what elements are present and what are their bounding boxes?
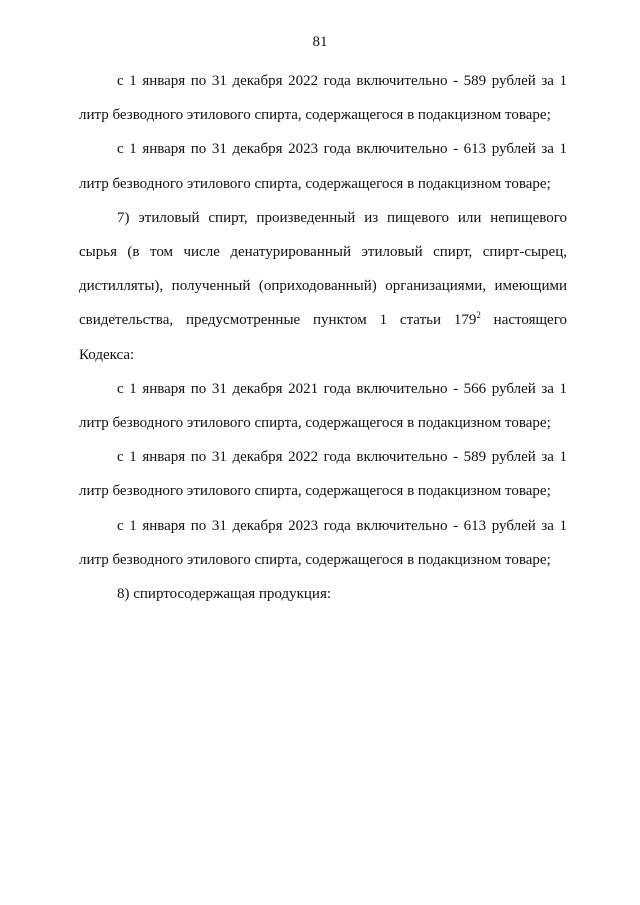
paragraph-item-7-text: 7) этиловый спирт, произведенный из пищевого или непищевого сырья (в том числе денатурированный этиловый спирт, спирт-сырец, дистилляты), полученный (оприходованный) организациями, имеющими свидетельства, предусмотренные пунктом 1 статьи 179 [79, 209, 567, 329]
paragraph-item-8: 8) спиртосодержащая продукция: [117, 586, 332, 603]
page-number: 81 [312, 34, 328, 50]
paragraph-rate-2023: с 1 января по 31 декабря 2023 года включительно - 613 рублей за 1 литр безводного этилового спирта, содержащегося в подакцизном товаре; [79, 141, 567, 192]
paragraph-rate-2023-b: с 1 января по 31 декабря 2023 года включительно - 613 рублей за 1 литр безводного этилового спирта, содержащегося в подакцизном товаре; [79, 517, 567, 568]
paragraph-rate-2021: с 1 января по 31 декабря 2021 года включительно - 566 рублей за 1 литр безводного этилового спирта, содержащегося в подакцизном товаре; [79, 380, 567, 432]
document-body [79, 64, 567, 611]
paragraph-item-7 [79, 201, 567, 372]
paragraph-rate-2022: с 1 января по 31 декабря 2022 года включительно - 589 рублей за 1 литр безводного этилового спирта, содержащегося в подакцизном товаре; [79, 73, 567, 124]
superscript: 2 [476, 310, 481, 321]
paragraph-rate-2022-b: с 1 января по 31 декабря 2022 года включительно - 589 рублей за 1 литр безводного этилового спирта, содержащегося в подакцизном товаре; [79, 449, 567, 500]
paragraph-item-7-tail: настоящего Кодекса: [79, 312, 567, 363]
